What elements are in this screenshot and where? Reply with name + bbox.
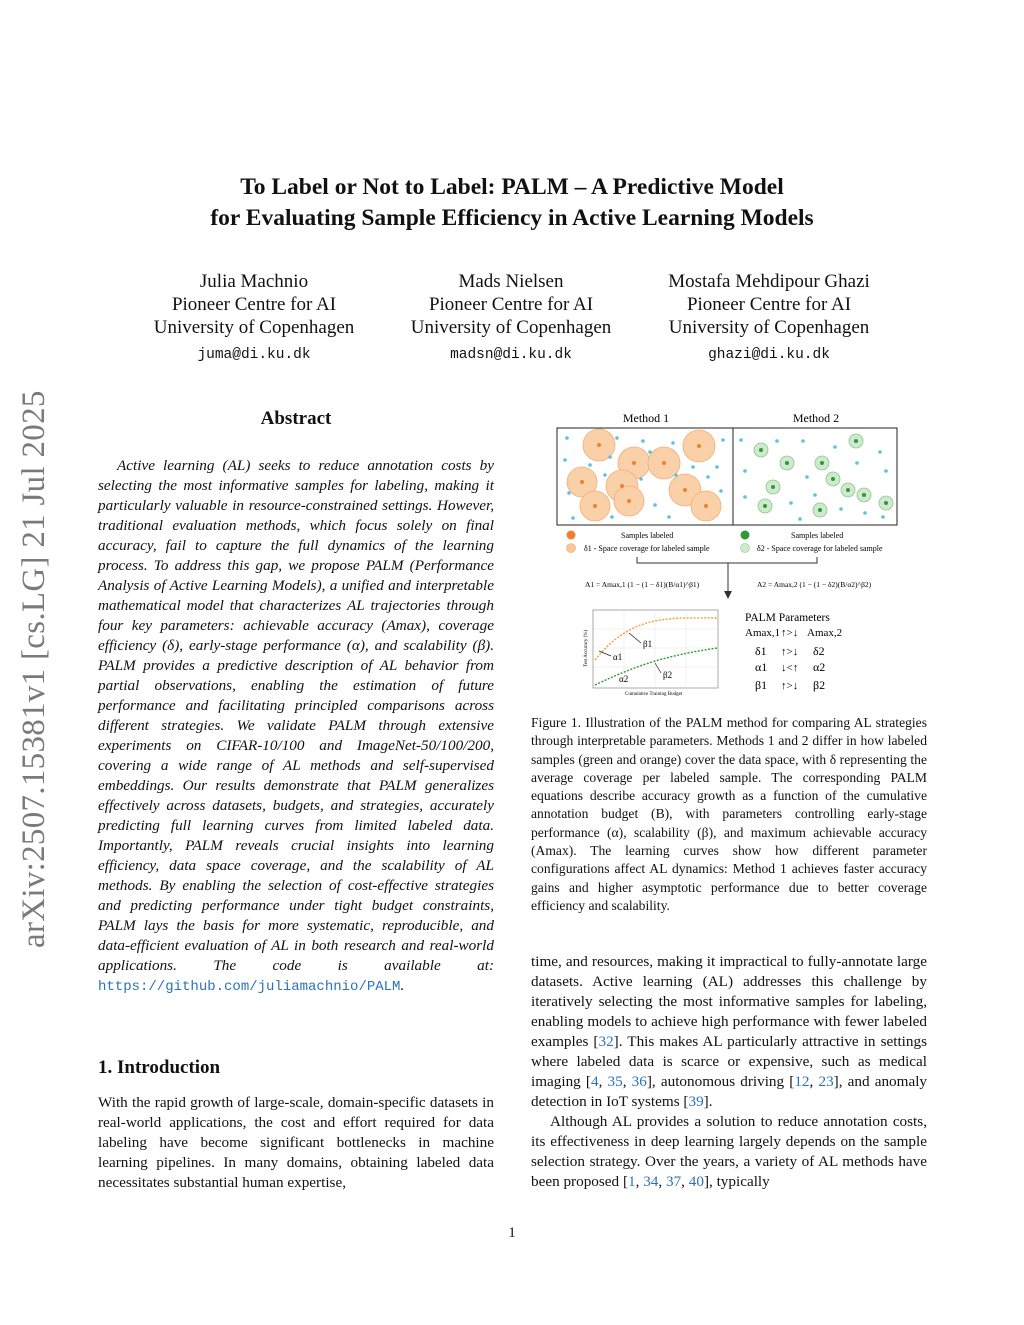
author-email[interactable]: madsn@di.ku.dk <box>450 347 572 363</box>
equation-2: A2 = Amax,2 (1 − (1 − δ2)(B/α2)^β2) <box>757 580 872 589</box>
param-right: Amax,2 <box>807 627 843 639</box>
param-relation: ↑>↓ <box>781 680 799 692</box>
learning-curve-plot <box>584 610 718 697</box>
abstract-paragraph: Active learning (AL) seeks to reduce annotation costs by selecting the most informative samples for labeling, making it particularly valuable in resource-constrained settings. However, traditional evaluation methods, which focus solely on final accuracy, fail to capture the full dynamics of the learning process. To address this gap, we propose PALM (Performance Analysis of Active Learning Models), a unified and interpretable mathematical model that characterizes AL trajectories through four key parameters: achievable accuracy (Amax), coverage efficiency (δ), early-stage performance (α), and scalability (β). PALM provides a predictive description of AL behavior from partial observations, enabling the estimation of future performance and facilitating principled comparisons across different strategies. We validate PALM through extensive experiments on CIFAR-10/100 and ImageNet-50/100/200, covering a wide range of AL methods and self-supervised embeddings. Our results demonstrate that PALM generalizes effectively across datasets, budgets, and strategies, accurately predicting full learning curves from limited labeled data. Importantly, PALM reveals crucial insights into learning efficiency, data space coverage, and the scalability of AL methods. By enabling the selection of cost-effective strategies and predicting performance under tight budget constraints, PALM lays the basis for more systematic, reproducible, and data-efficient evaluation of AL in both research and real-world applications. The code is available at: <box>98 457 494 974</box>
text-run: time, and resources, making it impractical to fully-annotate large datasets. Active learning (AL) addresses this challenge by iteratively selecting the most informative samples for labeling, enabling models to achieve high performance with fewer labeled examples [ <box>531 953 927 1050</box>
param-right: δ2 <box>813 644 825 658</box>
legend2-samples-marker <box>741 531 750 540</box>
author-email[interactable]: ghazi@di.ku.dk <box>708 347 830 363</box>
param-left: δ1 <box>755 644 767 658</box>
citation[interactable]: 35 <box>607 1073 623 1090</box>
method1-label: Method 1 <box>622 411 670 425</box>
plot-label-beta2: β2 <box>663 670 673 680</box>
plot-label-alpha1: α1 <box>613 652 623 662</box>
plot-ylabel: Test Accuracy (%) <box>584 629 589 667</box>
legend1-coverage: δ1 - Space coverage for labeled sample <box>584 544 710 553</box>
abstract-text <box>98 456 494 997</box>
author-university: University of Copenhagen <box>410 317 612 338</box>
author-name: Mostafa Mehdipour Ghazi <box>668 271 870 292</box>
param-relation: ↓<↑ <box>781 662 799 674</box>
method2-label: Method 2 <box>792 411 840 425</box>
citation[interactable]: 23 <box>818 1073 834 1090</box>
author-name: Mads Nielsen <box>458 271 564 292</box>
plot-xlabel: Cumulative Training Budget <box>625 692 683 697</box>
abstract-heading: Abstract <box>260 408 332 429</box>
author-1 <box>114 270 394 367</box>
intro-right-text <box>531 952 927 1192</box>
plot-label-beta1: β1 <box>643 639 653 649</box>
citation[interactable]: 4 <box>590 1073 599 1090</box>
param-right: β2 <box>813 678 826 692</box>
citation[interactable]: 40 <box>688 1173 704 1190</box>
citation[interactable]: 12 <box>794 1073 810 1090</box>
legend2-samples: Samples labeled <box>791 531 844 540</box>
code-link[interactable]: https://github.com/juliamachnio/PALM <box>98 979 401 995</box>
author-3 <box>629 270 909 367</box>
param-left: α1 <box>755 660 768 674</box>
intro-right-paragraph-1: time, and resources, making it impractical to fully-annotate large datasets. Active learning (AL) addresses this challenge by iteratively selecting the most informative samples for labeling, enabling models to achieve high performance with fewer labeled examples [32]. This makes AL particularly attractive in settings where labeled data is scarce or expensive, such as medical imaging [4, 35, 36], autonomous driving [12, 23], and anomaly detection in IoT systems [39]. <box>531 953 928 1110</box>
connector-bracket <box>637 557 817 563</box>
author-name: Julia Machnio <box>199 271 309 292</box>
param-left: Amax,1 <box>745 627 781 639</box>
arxiv-stamp: arXiv:2507.15381v1 [cs.LG] 21 Jul 2025 <box>16 390 52 948</box>
text-run: ], and anomaly detection in IoT systems [ <box>531 1073 928 1110</box>
connector-arrow-head <box>724 591 732 599</box>
author-affiliation: Pioneer Centre for AI <box>686 294 852 315</box>
author-2 <box>371 270 651 367</box>
param-right: α2 <box>813 660 826 674</box>
title-line-2: for Evaluating Sample Efficiency in Active Learning Models <box>210 205 814 231</box>
equation-1: A1 = Amax,1 (1 − (1 − δ1)(B/α1)^β1) <box>585 580 700 589</box>
figure-caption: Figure 1. Illustration of the PALM method for comparing AL strategies through interpretable parameters. Methods 1 and 2 differ in how labeled samples (green and orange) cover the data space, with δ representing the average coverage per labeled sample. The corresponding PALM equations describe accuracy growth as a function of the cumulative annotation budget (B), with parameters controlling early-stage performance (α), scalability (β), and maximum achievable accuracy (Amax). The learning curves show how different parameter configurations affect AL dynamics: Method 1 achieves faster accuracy gains and higher asymptotic performance due to better coverage efficiency and scalability. <box>531 715 927 913</box>
text-run: ], autonomous driving [ <box>646 1073 795 1090</box>
citation[interactable]: 34 <box>643 1173 659 1190</box>
legend2-coverage: δ2 - Space coverage for labeled sample <box>757 544 883 553</box>
plot-label-alpha2: α2 <box>619 674 629 684</box>
title-line-1: To Label or Not to Label: PALM – A Predictive Model <box>240 174 784 200</box>
param-relation: ↑>↓ <box>781 627 799 639</box>
intro-left-text: With the rapid growth of large-scale, domain-specific datasets in real-world applications, the cost and effort required for data labeling have become significant bottlenecks in machine learning pipelines. In many domains, obtaining labeled data necessitates substantial human expertise, <box>98 1094 494 1191</box>
page-number: 1 <box>508 1225 516 1241</box>
section-heading-introduction: 1. Introduction <box>98 1057 221 1078</box>
params-title: PALM Parameters <box>745 612 830 624</box>
text-run: ]. <box>703 1093 713 1110</box>
param-relation: ↑>↓ <box>781 646 799 658</box>
author-university: University of Copenhagen <box>153 317 355 338</box>
abstract-end: . <box>400 977 405 994</box>
legend1-coverage-marker <box>567 544 576 553</box>
text-run: Although AL provides a solution to reduce annotation costs, its effectiveness in deep learning largely depends on the sample selection strategy. Over the years, a variety of AL methods have been proposed [ <box>531 1113 927 1190</box>
author-affiliation: Pioneer Centre for AI <box>171 294 337 315</box>
plot-frame <box>593 610 718 688</box>
citation[interactable]: 36 <box>631 1073 647 1090</box>
intro-right-paragraph-2: Although AL provides a solution to reduce annotation costs, its effectiveness in deep learning largely depends on the sample selection strategy. Over the years, a variety of AL methods have been proposed [1, 34, 37, 40], typically <box>531 1113 927 1190</box>
citation[interactable]: 32 <box>598 1033 614 1050</box>
author-affiliation: Pioneer Centre for AI <box>428 294 594 315</box>
params-table <box>745 627 842 692</box>
citation[interactable]: 39 <box>688 1093 704 1110</box>
param-left: β1 <box>755 678 768 692</box>
paper-title <box>0 172 1024 234</box>
author-email[interactable]: juma@di.ku.dk <box>197 347 311 363</box>
legend2-coverage-marker <box>741 544 750 553</box>
citation[interactable]: 37 <box>665 1173 682 1190</box>
legend1-samples-marker <box>567 531 576 540</box>
citation[interactable]: 1 <box>628 1173 636 1190</box>
legend1-samples: Samples labeled <box>621 531 674 540</box>
text-run: ]. This makes AL particularly attractive in settings where labeled data is scarce or expensive, such as medical imaging [ <box>531 1033 927 1090</box>
text-run: ], typically <box>703 1173 770 1190</box>
figure-1 <box>545 405 930 705</box>
author-university: University of Copenhagen <box>668 317 870 338</box>
